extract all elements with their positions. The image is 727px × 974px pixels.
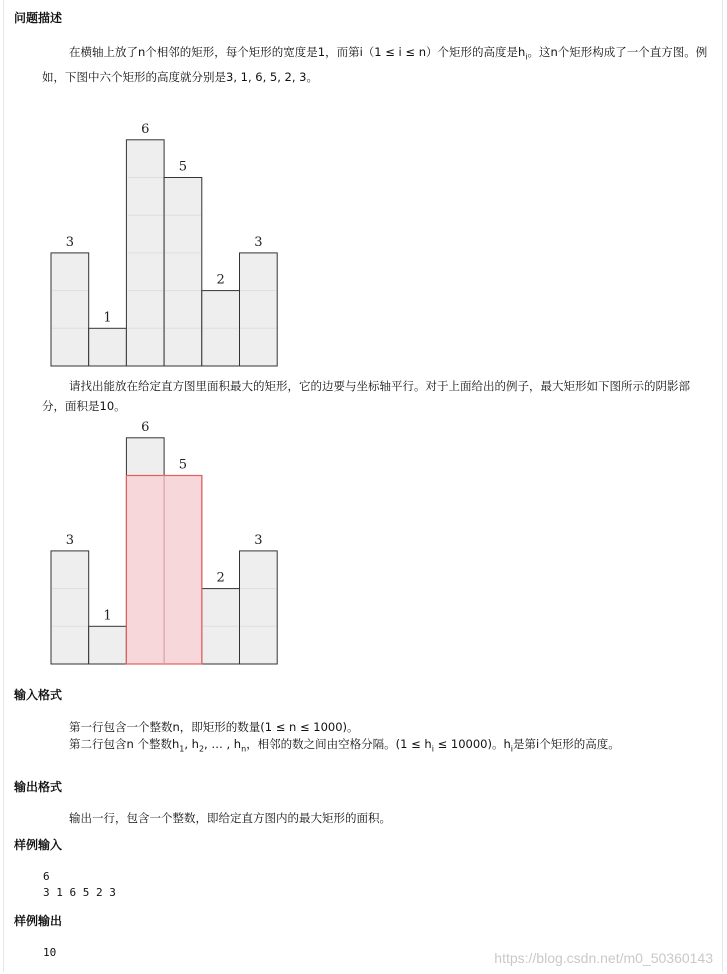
data-label-5: 2 [216,570,225,586]
output-heading: 输出格式 [14,780,63,794]
input-line-2: 第二行包含n 个整数$h_1$, $h_2$, … , $h_n$，相邻的数之间由空格分隔。$(1 \le h_i \le 10000)$。$h_i$是第i个矩形的高度。 [69,737,620,754]
bar-2 [89,626,127,664]
input-line-1: 第一行包含一个整数n，即矩形的数量(1 ≤ n ≤ 1000)。 [69,720,359,734]
data-label-4: 5 [178,457,188,473]
data-label-1: 3 [65,234,74,250]
bar-1 [51,551,89,664]
bar-1 [51,253,89,366]
bar-6 [240,253,278,366]
problem-paragraph-1: 在横轴上放了n个相邻的矩形，每个矩形的宽度是1，而第i（1 ≤ i ≤ n）个矩形的高度是$h_i$。这n个矩形构成了一个直方图。例如，下图中六个矩形的高度就分别是3, 1, 6, 5, 2, 3。 [42,45,708,85]
data-label-5: 2 [216,272,225,288]
data-label-6: 3 [254,532,263,548]
problem-heading: 问题描述 [14,11,63,25]
bar-2 [89,328,127,366]
watermark: https://blog.csdn.net/m0_50360143 [494,950,713,966]
sample-output-heading: 样例输出 [14,914,63,928]
data-label-3: 6 [141,419,150,435]
bar-6 [240,551,278,664]
output-line: 输出一行，包含一个整数，即给定直方图内的最大矩形的面积。 [69,811,391,825]
sample-input-line-2: 3 1 6 5 2 3 [43,886,116,899]
data-label-2: 1 [103,310,112,326]
histogram-chart [0,110,300,372]
data-label-6: 3 [254,234,263,250]
histogram-highlight-chart [0,410,300,670]
data-label-1: 3 [65,532,74,548]
sample-input-heading: 样例输入 [14,838,63,852]
data-label-4: 5 [178,159,188,175]
data-label-3: 6 [141,121,150,137]
bar-4 [164,178,202,367]
input-heading: 输入格式 [14,688,63,702]
sample-output-line: 10 [43,946,57,959]
data-label-2: 1 [103,608,112,624]
problem-paragraph-2: 请找出能放在给定直方图里面积最大的矩形，它的边要与坐标轴平行。对于上面给出的例子，最大矩形如下图所示的阴影部分，面积是10。 [42,379,690,413]
sample-input-line-1: 6 [43,870,50,883]
